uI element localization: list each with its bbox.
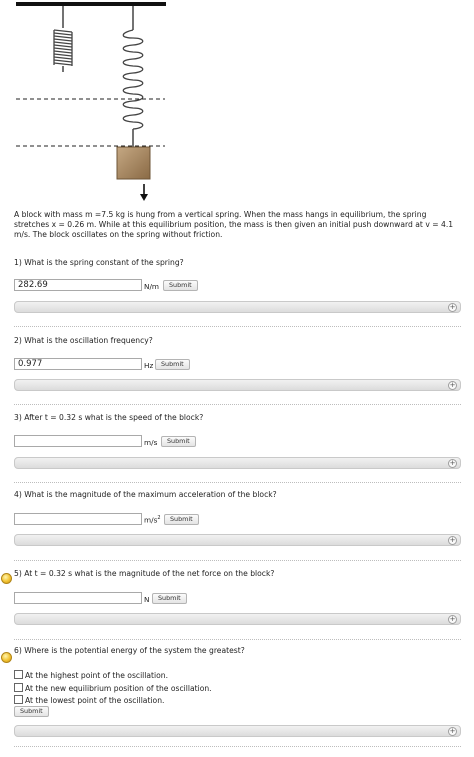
separator bbox=[14, 746, 461, 747]
option-lowest[interactable] bbox=[14, 695, 164, 705]
separator bbox=[14, 560, 461, 561]
plus-circle-icon[interactable]: + bbox=[449, 615, 456, 623]
answer-5-unit: N bbox=[144, 595, 150, 604]
question-3-text: 3) After t = 0.32 s what is the speed of the block? bbox=[14, 413, 204, 422]
question-1-text: 1) What is the spring constant of the spring? bbox=[14, 258, 184, 267]
velocity-arrowhead bbox=[140, 194, 148, 201]
question-5-text: 5) At t = 0.32 s what is the magnitude of the net force on the block? bbox=[14, 569, 275, 578]
question-2 bbox=[0, 336, 474, 414]
submit-5-button[interactable]: Submit bbox=[152, 593, 187, 604]
answer-2-unit: Hz bbox=[144, 361, 154, 370]
submit-4-button[interactable]: Submit bbox=[164, 514, 199, 525]
option-label: At the new equilibrium position of the oscillation. bbox=[25, 684, 212, 693]
option-equilibrium[interactable] bbox=[14, 683, 212, 693]
question-4-text: 4) What is the magnitude of the maximum acceleration of the block? bbox=[14, 490, 277, 499]
plus-circle-icon[interactable]: + bbox=[449, 381, 456, 389]
plus-circle-icon[interactable]: + bbox=[449, 727, 456, 735]
checkbox[interactable] bbox=[14, 670, 23, 679]
stretched-spring bbox=[123, 30, 143, 129]
question-5 bbox=[0, 569, 474, 647]
feedback-bar-6[interactable] bbox=[14, 725, 461, 737]
checkbox[interactable] bbox=[14, 683, 23, 692]
submit-3-button[interactable]: Submit bbox=[161, 436, 196, 447]
separator bbox=[14, 639, 461, 640]
separator bbox=[14, 482, 461, 483]
separator bbox=[14, 326, 461, 327]
question-4 bbox=[0, 490, 474, 568]
ceiling-bar bbox=[16, 2, 166, 6]
problem-statement: A block with mass m =7.5 kg is hung from a vertical spring. When the mass hangs in equilibrium, the spring stretches x = 0.26 m. While at this equilibrium position, the mass is then given an initial push downward at v = 4.1 m/s. The block oscillates on the spring without friction. bbox=[14, 210, 454, 239]
question-1 bbox=[0, 258, 474, 336]
answer-3-input[interactable] bbox=[14, 435, 142, 447]
feedback-bar-4[interactable] bbox=[14, 534, 461, 546]
feedback-bar-2[interactable] bbox=[14, 379, 461, 391]
option-label: At the highest point of the oscillation. bbox=[25, 671, 169, 680]
submit-6-button[interactable]: Submit bbox=[14, 706, 49, 717]
answer-1-input[interactable] bbox=[14, 279, 142, 291]
answer-4-unit: $m/s^2$ bbox=[144, 515, 161, 525]
question-3 bbox=[0, 413, 474, 491]
question-2-text: 2) What is the oscillation frequency? bbox=[14, 336, 153, 345]
submit-1-button[interactable]: Submit bbox=[163, 280, 198, 291]
spring-figure bbox=[0, 0, 474, 205]
option-label: At the lowest point of the oscillation. bbox=[25, 696, 165, 705]
checkbox[interactable] bbox=[14, 695, 23, 704]
unstretched-spring bbox=[54, 30, 72, 66]
plus-circle-icon[interactable]: + bbox=[449, 303, 456, 311]
answer-3-unit: m/s bbox=[144, 438, 158, 447]
answer-5-input[interactable] bbox=[14, 592, 142, 604]
feedback-bar-3[interactable] bbox=[14, 457, 461, 469]
answer-2-input[interactable] bbox=[14, 358, 142, 370]
question-6-text: 6) Where is the potential energy of the system the greatest? bbox=[14, 646, 245, 655]
plus-circle-icon[interactable]: + bbox=[449, 536, 456, 544]
plus-circle-icon[interactable]: + bbox=[449, 459, 456, 467]
submit-2-button[interactable]: Submit bbox=[155, 359, 190, 370]
question-6 bbox=[0, 646, 474, 751]
separator bbox=[14, 404, 461, 405]
feedback-bar-5[interactable] bbox=[14, 613, 461, 625]
option-highest[interactable] bbox=[14, 670, 168, 680]
answer-1-unit: N/m bbox=[144, 282, 160, 291]
feedback-bar-1[interactable] bbox=[14, 301, 461, 313]
answer-4-input[interactable] bbox=[14, 513, 142, 525]
mass-block bbox=[117, 147, 150, 179]
